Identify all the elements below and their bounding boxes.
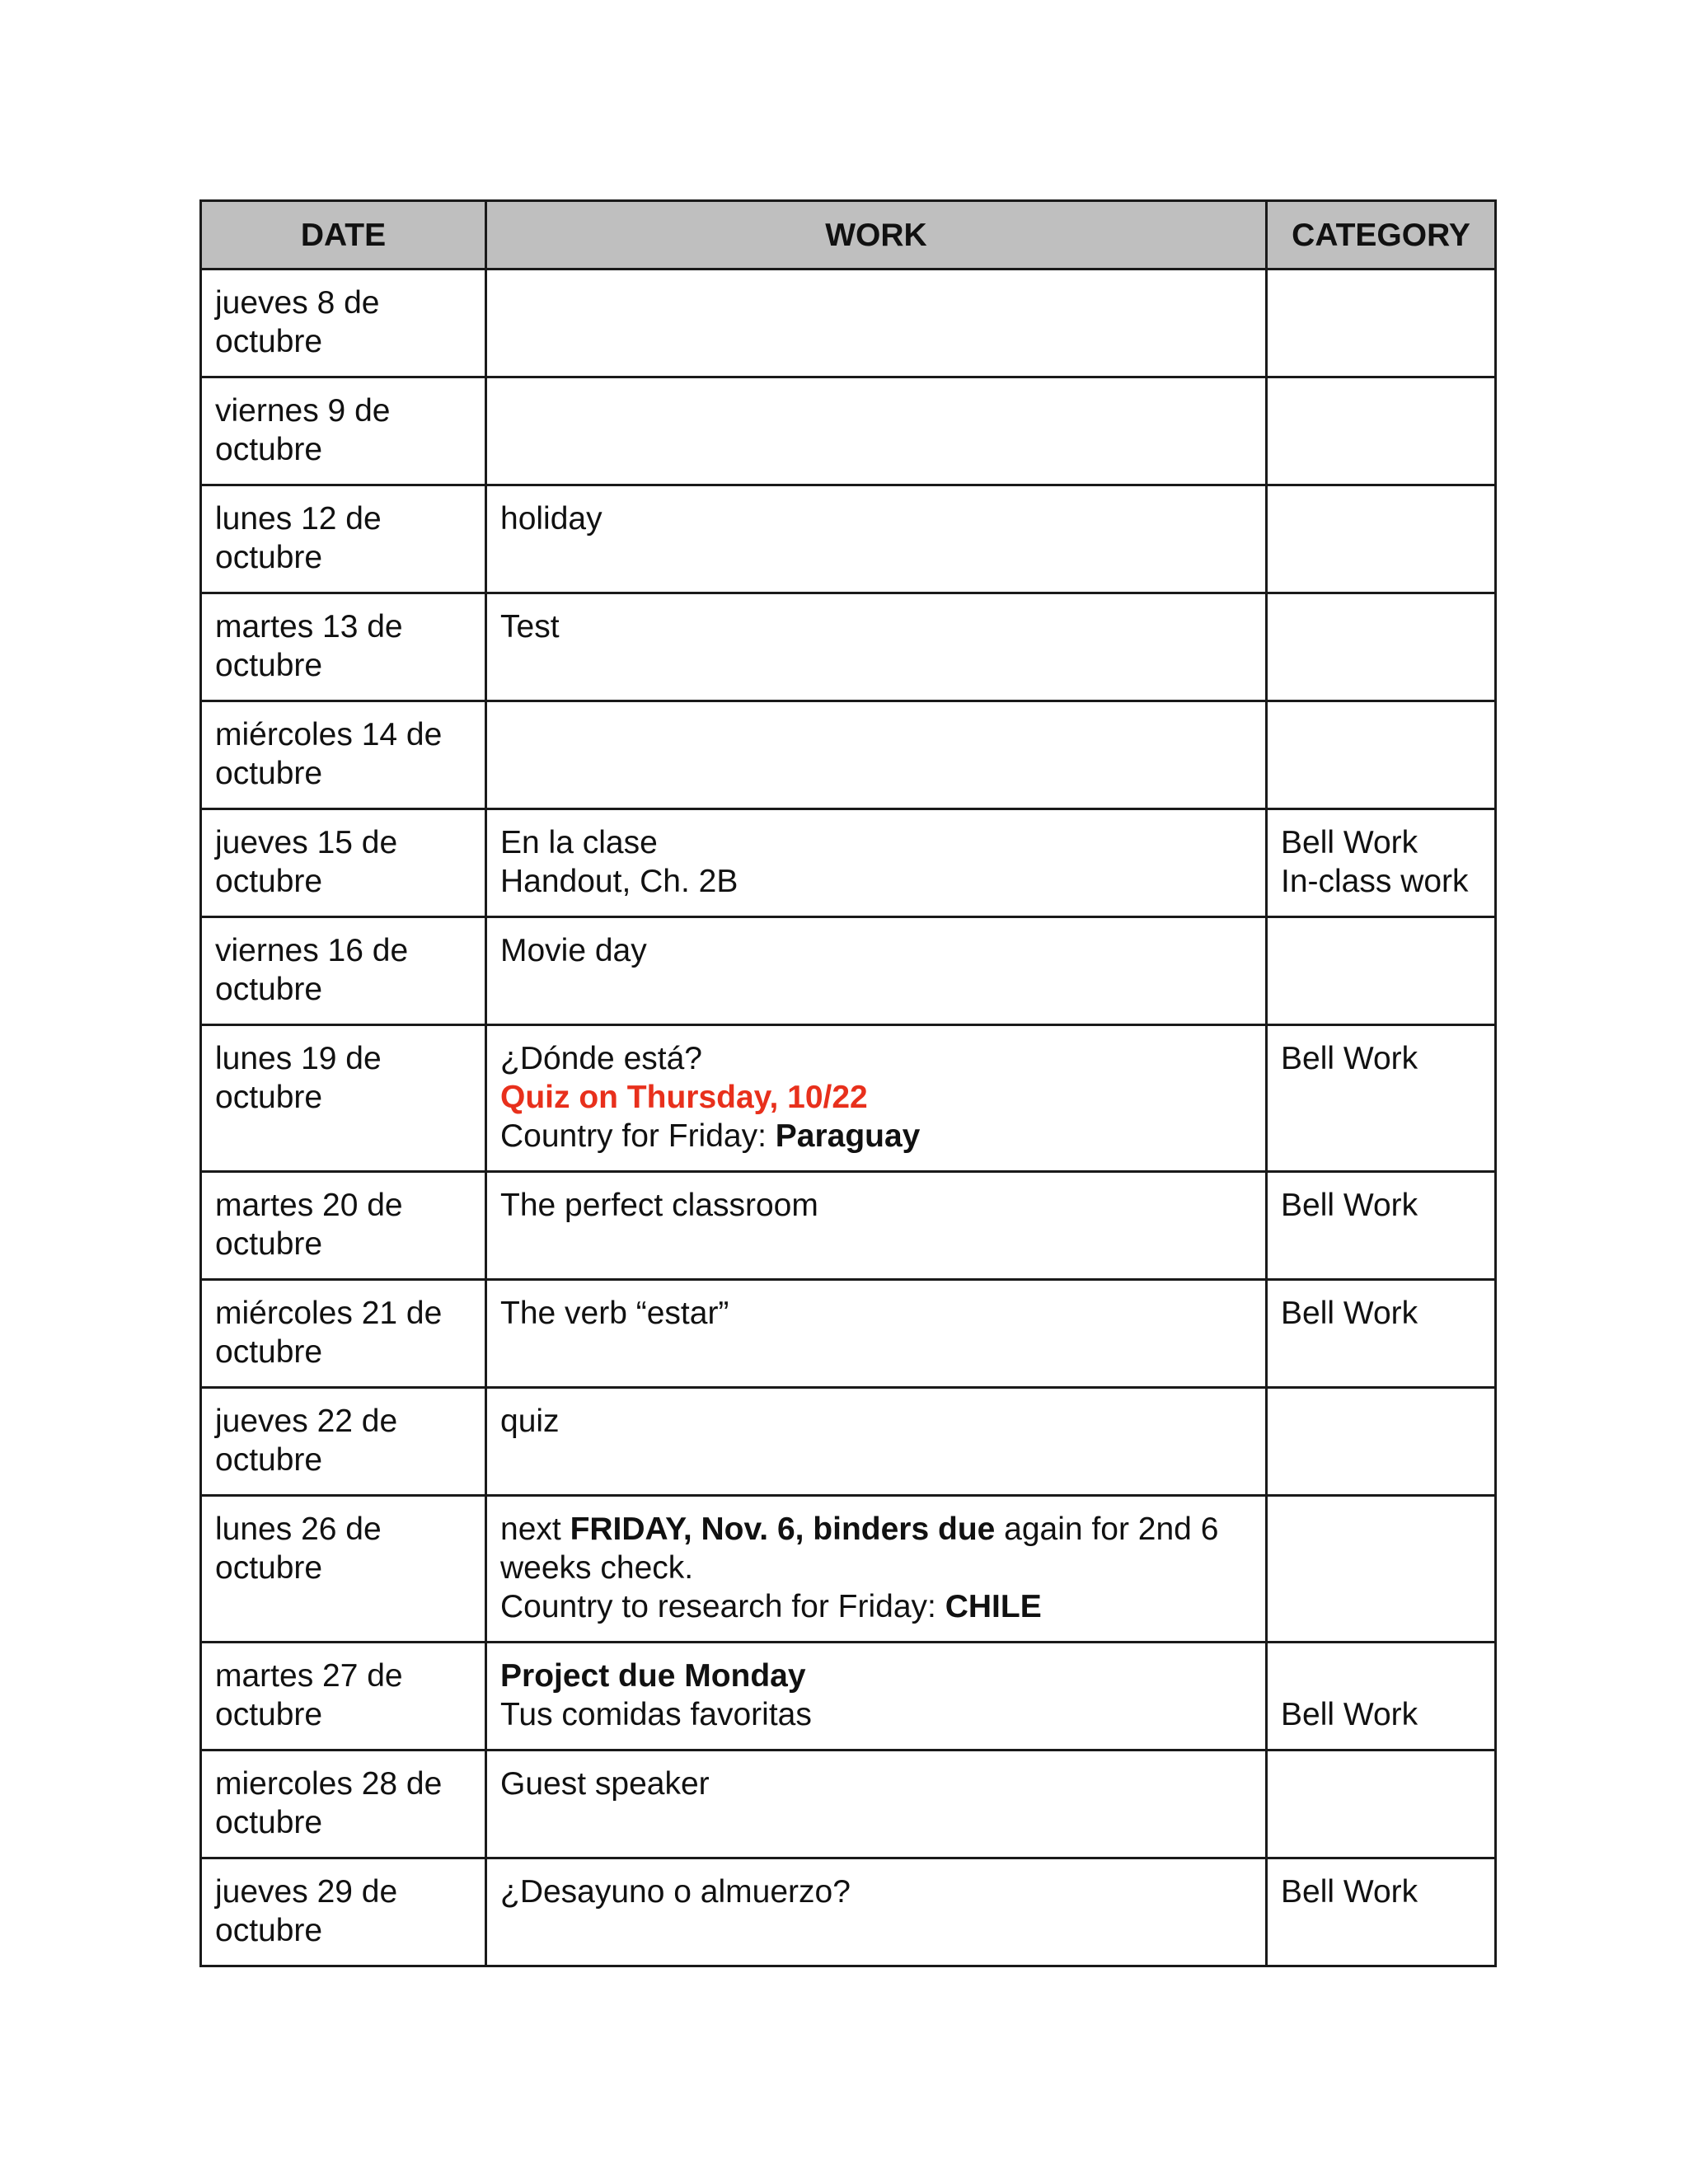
- date-cell: jueves 8 de octubre: [201, 269, 486, 377]
- work-cell: holiday: [486, 485, 1267, 593]
- table-row: [201, 1496, 1496, 1643]
- category-cell: [1267, 1388, 1496, 1496]
- date-cell: jueves 29 de octubre: [201, 1858, 486, 1966]
- category-cell: [1267, 917, 1496, 1025]
- table-row: [201, 917, 1496, 1025]
- date-cell: jueves 15 de octubre: [201, 809, 486, 917]
- category-cell: Bell Work: [1267, 1025, 1496, 1172]
- date-cell: miércoles 21 de octubre: [201, 1280, 486, 1388]
- work-cell: ¿Dónde está? Quiz on Thursday, 10/22 Country for Friday: Paraguay: [486, 1025, 1267, 1172]
- table-row: [201, 377, 1496, 485]
- table-row: [201, 1025, 1496, 1172]
- work-cell: ¿Desayuno o almuerzo?: [486, 1858, 1267, 1966]
- quiz-notice: Quiz on Thursday, 10/22: [500, 1080, 868, 1115]
- date-cell: martes 20 de octubre: [201, 1172, 486, 1280]
- date-cell: viernes 9 de octubre: [201, 377, 486, 485]
- work-cell: Guest speaker: [486, 1750, 1267, 1858]
- work-cell: [486, 701, 1267, 809]
- work-cell: [486, 377, 1267, 485]
- date-cell: lunes 26 de octubre: [201, 1496, 486, 1643]
- date-cell: miércoles 14 de octubre: [201, 701, 486, 809]
- table-row: [201, 1643, 1496, 1750]
- work-cell: En la clase Handout, Ch. 2B: [486, 809, 1267, 917]
- table-row: [201, 1388, 1496, 1496]
- work-cell: [486, 269, 1267, 377]
- work-cell: Project due Monday Tus comidas favoritas: [486, 1643, 1267, 1750]
- project-due-notice: Project due Monday: [500, 1658, 806, 1694]
- table-row: [201, 1280, 1496, 1388]
- date-cell: jueves 22 de octubre: [201, 1388, 486, 1496]
- table-row: [201, 1750, 1496, 1858]
- country-name: Paraguay: [775, 1118, 921, 1154]
- category-cell: Bell Work: [1267, 1172, 1496, 1280]
- table-row: [201, 701, 1496, 809]
- work-cell: Test: [486, 593, 1267, 701]
- date-cell: lunes 12 de octubre: [201, 485, 486, 593]
- header-work: WORK: [486, 201, 1267, 269]
- date-cell: martes 27 de octubre: [201, 1643, 486, 1750]
- category-cell: Bell Work: [1267, 1280, 1496, 1388]
- date-cell: martes 13 de octubre: [201, 593, 486, 701]
- category-cell: [1267, 1496, 1496, 1643]
- category-cell: [1267, 269, 1496, 377]
- schedule-table: [199, 199, 1497, 1967]
- category-cell: [1267, 593, 1496, 701]
- category-cell: Bell Work In-class work: [1267, 809, 1496, 917]
- table-row: [201, 809, 1496, 917]
- work-cell: Movie day: [486, 917, 1267, 1025]
- header-category: CATEGORY: [1267, 201, 1496, 269]
- category-cell: Bell Work: [1267, 1643, 1496, 1750]
- work-cell: The verb “estar”: [486, 1280, 1267, 1388]
- table-row: [201, 593, 1496, 701]
- category-cell: Bell Work: [1267, 1858, 1496, 1966]
- binders-due-notice: FRIDAY, Nov. 6, binders due: [570, 1511, 996, 1547]
- table-row: [201, 485, 1496, 593]
- date-cell: miercoles 28 de octubre: [201, 1750, 486, 1858]
- date-cell: lunes 19 de octubre: [201, 1025, 486, 1172]
- table-row: [201, 1172, 1496, 1280]
- category-cell: [1267, 377, 1496, 485]
- category-cell: [1267, 701, 1496, 809]
- work-cell: The perfect classroom: [486, 1172, 1267, 1280]
- work-cell: next FRIDAY, Nov. 6, binders due again for 2nd 6 weeks check. Country to research for Friday: CHILE: [486, 1496, 1267, 1643]
- header-row: [201, 201, 1496, 269]
- category-cell: [1267, 485, 1496, 593]
- category-cell: [1267, 1750, 1496, 1858]
- header-date: DATE: [201, 201, 486, 269]
- table-row: [201, 269, 1496, 377]
- country-name: CHILE: [945, 1589, 1042, 1624]
- work-cell: quiz: [486, 1388, 1267, 1496]
- table-row: [201, 1858, 1496, 1966]
- date-cell: viernes 16 de octubre: [201, 917, 486, 1025]
